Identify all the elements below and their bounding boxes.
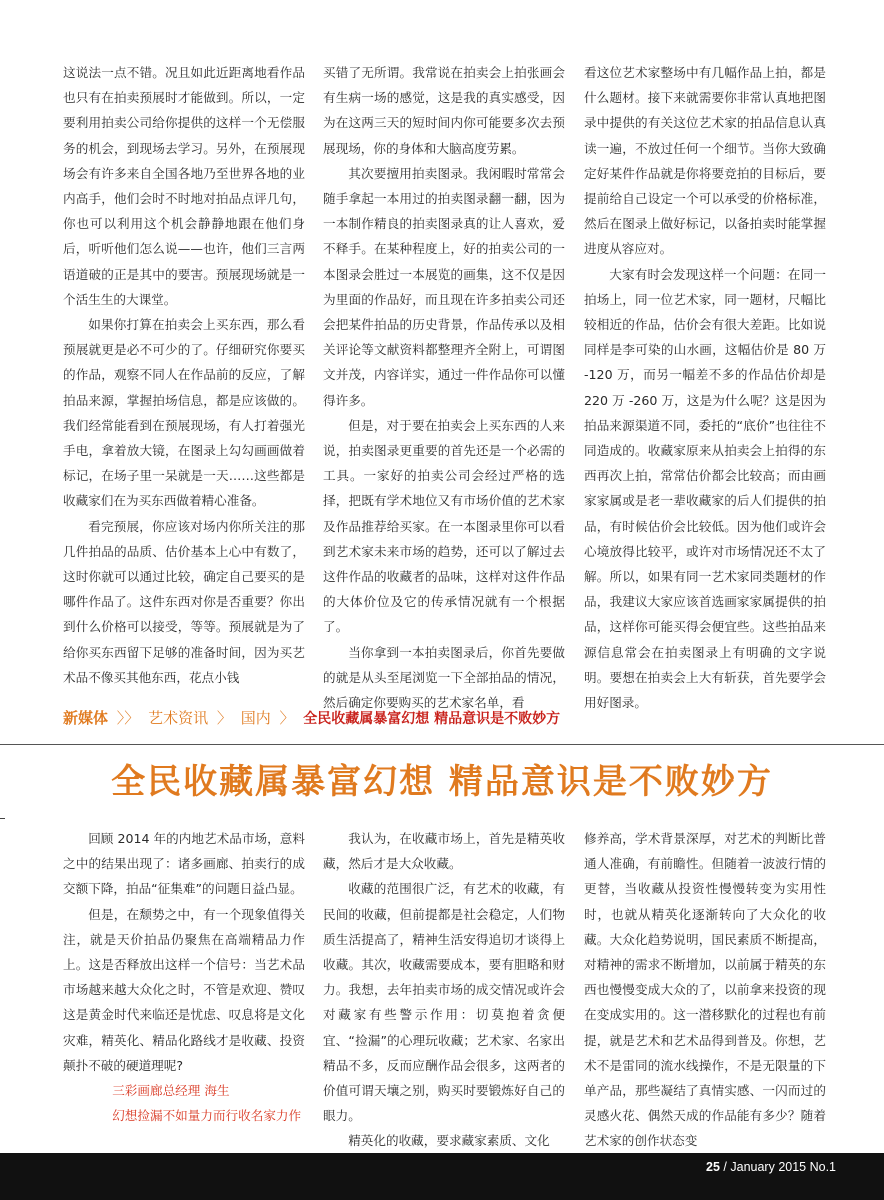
breadcrumb-root[interactable]: 新媒体: [63, 709, 109, 727]
top-column-2: [323, 60, 565, 715]
footer-page-info: [706, 1159, 836, 1175]
author-name: 三彩画廊总经理 海生: [112, 1083, 230, 1099]
paragraph: 看这位艺术家整场中有几幅作品上拍，都是什么题材。接下来就需要你非常认真地把图录中提供的有关这位艺术家的拍品信息认真读一遍，不放过任何一个细节。当你大致确定好某件作品就是你将要竞拍的目标后，要提前给自己设定一个可以承受的价格标准，然后在图录上做好标记，以备拍卖时能掌握进度从容应对。: [584, 65, 826, 257]
article-title: 全民收藏属暴富幻想 精品意识是不败妙方: [111, 762, 773, 802]
paragraph: 如果你打算在拍卖会上买东西，那么看预展就更是必不可少的了。仔细研究你要买的作品，观察不同人在作品前的反应，了解拍品来源，掌握拍场信息，都是应该做的。我们经常能看到在预展现场，有人打着强光手电，拿着放大镜，在图录上勾勾画画做着标记，在场子里一呆就是一天……这些都是收藏家们在为买东西做着精心准备。: [63, 317, 305, 509]
paragraph: 回顾 2014 年的内地艺术品市场，意料之中的结果出现了：诸多画廊、拍卖行的成交额下降，拍品“征集难”的问题日益凸显。: [63, 831, 305, 897]
author-subheading: 幻想捡漏不如量力而行收名家力作: [112, 1108, 302, 1124]
paragraph: 当你拿到一本拍卖图录后，你首先要做的就是从头至尾浏览一下全部拍品的情况，然后确定你要购买的艺术家名单，看: [323, 644, 565, 711]
paragraph: 但是，对于要在拍卖会上买东西的人来说，拍卖图录更重要的首先还是一个必需的工具。一家好的拍卖公司会经过严格的选择，把既有学术地位又有市场价值的艺术家及作品推荐给买家。在一本图录里你可以看到艺术家未来市场的趋势，还可以了解过去这件作品的收藏者的品味，这样对这件作品的大体价位及它的传承情况就有一个根据了。: [323, 417, 565, 635]
article-column-3: [584, 826, 826, 1154]
breadcrumb-current: 全民收藏属暴富幻想 精品意识是不败妙方: [303, 711, 561, 727]
paragraph: 收藏的范围很广泛，有艺术的收藏，有民间的收藏，但前提都是社会稳定，人们物质生活提高了，精神生活安得追切才谈得上收藏。其次，收藏需要成本，要有胆略和财力。我想，去年拍卖市场的成交情况或许会对藏家有些警示作用：切莫抱着贪便宜、“捡漏”的心理玩收藏；艺术家、名家出精品不多，反而应酬作品会很多，这两者的价值可谓天壤之别，购买时要锻炼好自己的眼力。: [323, 881, 565, 1124]
author-signature: [63, 1078, 305, 1128]
breadcrumb-separator: 〉: [216, 709, 232, 727]
breadcrumb-item-domestic[interactable]: 国内: [240, 709, 271, 727]
paragraph: 买错了无所谓。我常说在拍卖会上拍张画会有生病一场的感觉，这是我的真实感受，因为在这两三天的短时间内你可能要多次去预展现场，你的身体和大脑高度劳累。: [323, 65, 565, 156]
paragraph: 但是，在颓势之中，有一个现象值得关注，就是天价拍品仍聚焦在高端精品力作上。这是否释放出这样一个信号：当艺术品市场越来越大众化之时，不管是欢迎、赞叹这是黄金时代来临还是忧虑、叹息将是文化灾难，精英化、精品化路线才是收藏、投资颠扑不破的硬道理呢?: [63, 906, 305, 1073]
margin-mark: [0, 818, 5, 819]
page-footer: [0, 1153, 884, 1200]
paragraph: 大家有时会发现这样一个问题：在同一拍场上，同一位艺术家，同一题材，尺幅比较相近的作品，估价会有很大差距。比如说同样是李可染的山水画，这幅估价是 80 万 -120 万，而另一幅差不多的作品估价却是 220 万 -260 万，这是为什么呢？这是因为拍品来源渠道不同，委托的“底价”也往往不同造成的。收藏家原来从拍卖会上拍得的东西再次上拍，常常估价都会比较高；而由画家家属或是老一辈收藏家的后人们提供的拍品，有时候估价会比较低。因为他们或许会心境放得比较平，或许对市场情况还不太了解。所以，如果有同一艺术家同类题材的作品，我建议大家应该首选画家家属提供的拍品，这样你可能买得会便宜些。这些拍品来源信息常会在拍卖图录上有明确的文字说明。要想在拍卖会上大有斩获，首先要学会用好图录。: [584, 266, 826, 711]
paragraph: 我认为，在收藏市场上，首先是精英收藏，然后才是大众收藏。: [323, 831, 565, 872]
paragraph: 这说法一点不错。况且如此近距离地看作品也只有在拍卖预展时才能做到。所以，一定要利用拍卖公司给你提供的这样一个无偿服务的机会，到现场去学习。另外，在预展现场会有许多来自全国各地乃至世界各地的业内高手，他们会时不时地对拍品点评几句，你也可以利用这个机会静静地跟在他们身后，听听他们怎么说——也许，他们三言两语道破的正是其中的要害。预展现场就是一个活生生的大课堂。: [63, 65, 305, 307]
breadcrumb-item-art-news[interactable]: 艺术资讯: [148, 709, 209, 727]
top-column-1: [63, 60, 305, 690]
issue-label: / January 2015 No.1: [719, 1160, 836, 1174]
breadcrumb: [63, 707, 863, 730]
paragraph: 看完预展，你应该对场内你所关注的那几件拍品的品质、估价基本上心中有数了，这时你就可以通过比较，确定自己要买的是哪件作品了。这件东西对你是否重要？你出到什么价格可以接受，等等。预展就是为了给你买东西留下足够的准备时间，因为买艺术品不像买其他东西，花点小钱: [63, 518, 305, 685]
section-divider: [0, 744, 884, 745]
paragraph: 精英化的收藏，要求藏家素质、文化: [348, 1133, 550, 1149]
breadcrumb-separator: 〉: [279, 709, 295, 727]
top-column-3: [584, 60, 826, 715]
page-number: 25: [706, 1160, 720, 1174]
breadcrumb-separator: 〉〉: [116, 709, 140, 727]
paragraph: 其次要擅用拍卖图录。我闲暇时常常会随手拿起一本用过的拍卖图录翻一翻，因为一本制作精良的拍卖图录真的让人喜欢，爱不释手。在某种程度上，好的拍卖公司的一本图录会胜过一本展览的画集，这不仅是因为里面的作品好，而且现在许多拍卖公司还会把某件拍品的历史背景，作品传承以及相关评论等文献资料都整理齐全附上，可谓图文并茂，内容详实，通过一件作品你可以懂得许多。: [323, 165, 565, 408]
article-column-1: [63, 826, 305, 1128]
article-column-2: [323, 826, 565, 1154]
paragraph: 修养高，学术背景深厚，对艺术的判断比普通人准确，有前瞻性。但随着一波波行情的更替，当收藏从投资性慢慢转变为实用性时，也就从精英化逐渐转向了大众化的收藏。大众化趋势说明，国民素质不断提高，对精神的需求不断增加，以前属于精英的东西也慢慢变成大众的了，以前拿来投资的现在变成实用的。这一潜移默化的过程也有前提，就是艺术和艺术品得到普及。你想，艺术不是雷同的流水线操作，不是无限量的下单产品，那些凝结了真情实感、一闪而过的灵感火花、偶然天成的作品能有多少？随着艺术家的创作状态变: [584, 831, 826, 1149]
